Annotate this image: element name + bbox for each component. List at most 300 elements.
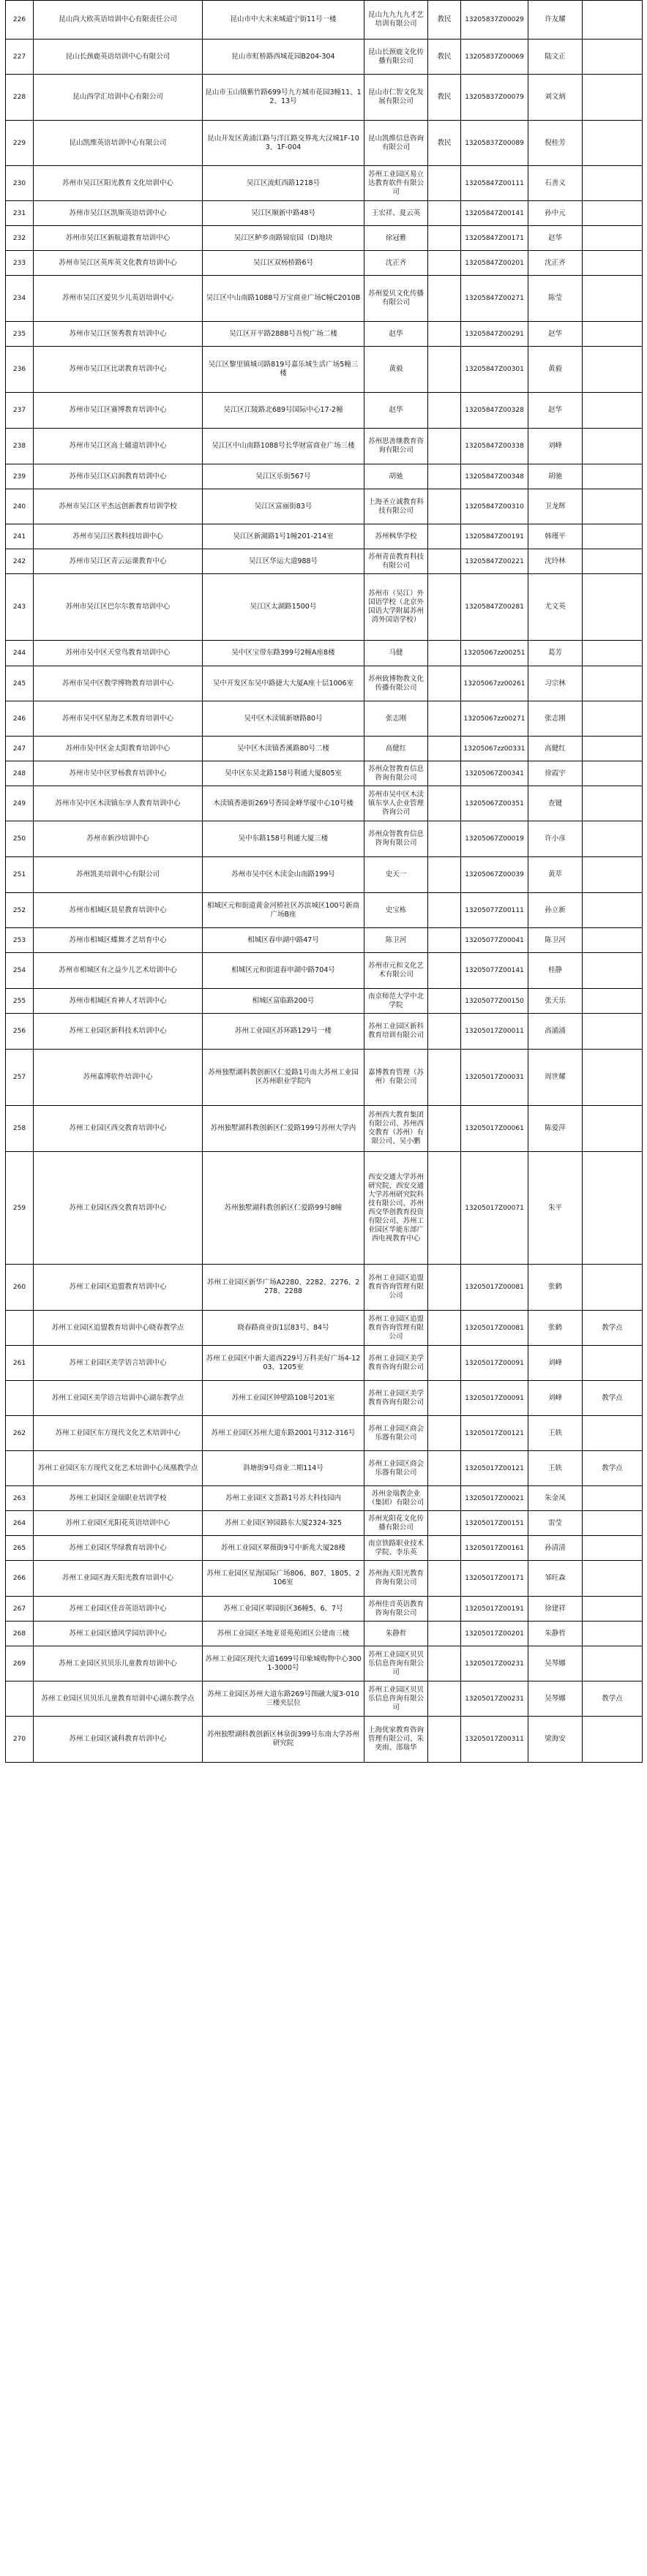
institution-address: 相城区春申湖中路47号	[203, 928, 364, 953]
table-row	[6, 1106, 643, 1152]
institution-name: 苏州工业园区德风学园培训中心	[34, 1622, 203, 1646]
table-row	[6, 276, 643, 322]
remark	[583, 641, 643, 666]
sponsor-name: 苏州工业园区美学教育咨询有限公司	[364, 1346, 428, 1381]
sponsor-name: 朱静哲	[364, 1622, 428, 1646]
institution-name: 苏州工业园区西交教育培训中心	[34, 1106, 203, 1152]
remark	[583, 226, 643, 251]
table-row	[6, 226, 643, 251]
table-row	[6, 201, 643, 226]
table-row	[6, 641, 643, 666]
license-type	[428, 1717, 461, 1763]
legal-representative: 刘峰	[528, 1346, 583, 1381]
table-row	[6, 166, 643, 201]
remark	[583, 953, 643, 989]
license-code: 13205837Z00069	[461, 39, 528, 75]
table-row	[6, 737, 643, 761]
license-type	[428, 857, 461, 893]
license-type	[428, 761, 461, 786]
license-code: 13205017Z00091	[461, 1346, 528, 1381]
institution-name: 苏州工业园区东方现代文化艺术培训中心凤凰教学点	[34, 1451, 203, 1486]
legal-representative: 刘文炳	[528, 75, 583, 121]
institution-address: 吴江区流虹西路1218号	[203, 166, 364, 201]
license-code: 13205017Z00231	[461, 1681, 528, 1717]
remark: 教学点	[583, 1451, 643, 1486]
sponsor-name: 苏州众智教育信息咨询有限公司	[364, 821, 428, 857]
row-number: 244	[6, 641, 34, 666]
license-code: 13205017Z00031	[461, 1050, 528, 1106]
legal-representative: 吴琴娜	[528, 1681, 583, 1717]
table-row	[6, 1050, 643, 1106]
institution-name: 苏州工业园区美学语言培训中心	[34, 1346, 203, 1381]
remark	[583, 1106, 643, 1152]
legal-representative: 沈正齐	[528, 251, 583, 276]
license-code: 13205067Z00341	[461, 761, 528, 786]
sponsor-name: 沈正齐	[364, 251, 428, 276]
table-row	[6, 393, 643, 429]
table-body	[6, 1, 643, 1763]
remark	[583, 75, 643, 121]
legal-representative: 倪桂芳	[528, 121, 583, 166]
table-row	[6, 1265, 643, 1311]
remark	[583, 1014, 643, 1050]
license-code: 13205847Z00310	[461, 489, 528, 524]
institution-name: 苏州工业园区新科技术培训中心	[34, 1014, 203, 1050]
legal-representative: 查键	[528, 786, 583, 821]
remark	[583, 1646, 643, 1681]
remark	[583, 393, 643, 429]
legal-representative: 葛芳	[528, 641, 583, 666]
institution-name: 苏州工业园区海天阳光教育培训中心	[34, 1561, 203, 1597]
row-number: 237	[6, 393, 34, 429]
sponsor-name: 苏州枫华学校	[364, 524, 428, 549]
row-number: 247	[6, 737, 34, 761]
institution-name: 昆山凯维英语培训中心有限公司	[34, 121, 203, 166]
table-row	[6, 524, 643, 549]
table-row	[6, 928, 643, 953]
sponsor-name: 王宏祥、夏云英	[364, 201, 428, 226]
institution-address: 苏州工业园区圣地亚哥苑苑团区公建南三楼	[203, 1622, 364, 1646]
license-code: 13205847Z00141	[461, 201, 528, 226]
remark: 教学点	[583, 1681, 643, 1717]
institution-address: 苏州工业园区钟壁路108号201室	[203, 1381, 364, 1416]
row-number: 254	[6, 953, 34, 989]
institution-address: 吴中东路158号利通大厦三楼	[203, 821, 364, 857]
row-number: 248	[6, 761, 34, 786]
sponsor-name: 苏州致博物教文化传播有限公司	[364, 666, 428, 701]
license-type	[428, 989, 461, 1014]
remark	[583, 1511, 643, 1536]
remark	[583, 666, 643, 701]
row-number: 228	[6, 75, 34, 121]
remark	[583, 1536, 643, 1561]
institution-name: 苏州市新沙培训中心	[34, 821, 203, 857]
legal-representative: 赵华	[528, 322, 583, 347]
row-number: 238	[6, 429, 34, 464]
institution-name: 苏州市相城区育神人才培训中心	[34, 989, 203, 1014]
license-type	[428, 928, 461, 953]
license-type	[428, 1486, 461, 1511]
row-number: 232	[6, 226, 34, 251]
sponsor-name: 苏州工业园区新科教育培训有限公司	[364, 1014, 428, 1050]
remark	[583, 39, 643, 75]
license-type	[428, 1311, 461, 1346]
table-row	[6, 75, 643, 121]
license-code: 13205847Z00221	[461, 549, 528, 574]
legal-representative: 张志刚	[528, 701, 583, 737]
sponsor-name: 南京铁路职业技术学院、李乐英	[364, 1536, 428, 1561]
institution-name: 苏州市吴江区凯斯英语培训中心	[34, 201, 203, 226]
license-type	[428, 322, 461, 347]
remark	[583, 166, 643, 201]
license-code: 13205017Z00231	[461, 1646, 528, 1681]
institution-name: 苏州市吴中区金太阳教育培训中心	[34, 737, 203, 761]
license-type	[428, 549, 461, 574]
row-number: 261	[6, 1346, 34, 1381]
row-number: 252	[6, 893, 34, 928]
legal-representative: 张天乐	[528, 989, 583, 1014]
legal-representative: 陆文正	[528, 39, 583, 75]
license-code: 13205847Z00271	[461, 276, 528, 322]
table-row	[6, 953, 643, 989]
legal-representative: 黄萃	[528, 857, 583, 893]
sponsor-name: 徐冠雅	[364, 226, 428, 251]
license-type	[428, 953, 461, 989]
legal-representative: 张鹤	[528, 1311, 583, 1346]
license-code: 13205067zz00331	[461, 737, 528, 761]
training-institution-table	[5, 0, 643, 1763]
license-code: 13205017Z00081	[461, 1311, 528, 1346]
table-row	[6, 821, 643, 857]
institution-name: 苏州工业园区佳音英语培训中心	[34, 1597, 203, 1622]
institution-name: 苏州工业园区追盟教育培训中心	[34, 1265, 203, 1311]
table-row	[6, 1014, 643, 1050]
row-number: 226	[6, 1, 34, 39]
institution-address: 苏州工业园区星海国际广场806、807、1805、2106室	[203, 1561, 364, 1597]
institution-name: 苏州市吴江区巴尔尔教育培训中心	[34, 574, 203, 641]
sponsor-name: 上海优家教育咨询管理有限公司、朱奕雨、邵瑞华	[364, 1717, 428, 1763]
license-code: 13205067zz00271	[461, 701, 528, 737]
sponsor-name: 苏州工业园区易立达教育软件有限公司	[364, 166, 428, 201]
license-code: 13205017Z00121	[461, 1451, 528, 1486]
sponsor-name: 马健	[364, 641, 428, 666]
license-type	[428, 1561, 461, 1597]
institution-name: 苏州市相城区有之益少儿艺术培训中心	[34, 953, 203, 989]
row-number: 250	[6, 821, 34, 857]
sponsor-name: 张志刚	[364, 701, 428, 737]
row-number: 242	[6, 549, 34, 574]
table-row	[6, 1646, 643, 1681]
institution-address: 木渎镇香港街269号香园金峰华厦中心10号楼	[203, 786, 364, 821]
license-type	[428, 347, 461, 393]
institution-address: 晓春路商业街1层83号、84号	[203, 1311, 364, 1346]
license-type	[428, 737, 461, 761]
institution-name: 苏州市吴中区木渎镇东享人教育培训中心	[34, 786, 203, 821]
row-number: 255	[6, 989, 34, 1014]
sponsor-name: 陈卫河	[364, 928, 428, 953]
legal-representative: 尤文英	[528, 574, 583, 641]
institution-name: 苏州市相城区蝶舞才艺培育中心	[34, 928, 203, 953]
license-type	[428, 251, 461, 276]
table-row	[6, 1622, 643, 1646]
legal-representative: 徐霞宇	[528, 761, 583, 786]
institution-name: 苏州工业园区光阳花英语培训中心	[34, 1511, 203, 1536]
row-number: 260	[6, 1265, 34, 1311]
license-type	[428, 1622, 461, 1646]
remark: 教学点	[583, 1381, 643, 1416]
institution-address: 苏州独墅湖科教创新区仁爱路1号南大苏州工业园区苏州职业学院内	[203, 1050, 364, 1106]
row-number: 236	[6, 347, 34, 393]
remark	[583, 1346, 643, 1381]
row-number: 231	[6, 201, 34, 226]
license-code: 13205017Z00171	[461, 1561, 528, 1597]
table-row	[6, 857, 643, 893]
institution-address: 吴中区东吴北路158号利通大厦805室	[203, 761, 364, 786]
institution-address: 吴中开发区东吴中路捷大大厦A座十层1006室	[203, 666, 364, 701]
legal-representative: 王轶	[528, 1451, 583, 1486]
institution-address: 苏州独墅湖科教创新区林泉街399号东南大学苏州研究院	[203, 1717, 364, 1763]
table-row	[6, 1681, 643, 1717]
sponsor-name: 南京师范大学中北学院	[364, 989, 428, 1014]
legal-representative: 卫龙辉	[528, 489, 583, 524]
sponsor-name: 黄毅	[364, 347, 428, 393]
institution-address: 苏州工业园区新华广场A2280、2282、2276、2278、2288	[203, 1265, 364, 1311]
institution-address: 吴江区黎里镇城司路819号嘉乐城生活广场5幢三楼	[203, 347, 364, 393]
remark	[583, 857, 643, 893]
legal-representative: 许友耀	[528, 1, 583, 39]
institution-address: 苏州市吴中区木渎金山南路199号	[203, 857, 364, 893]
row-number: 270	[6, 1717, 34, 1763]
legal-representative: 许小彦	[528, 821, 583, 857]
remark	[583, 1561, 643, 1597]
row-number	[6, 1311, 34, 1346]
remark	[583, 429, 643, 464]
license-code: 13205847Z00281	[461, 574, 528, 641]
table-row	[6, 121, 643, 166]
remark	[583, 574, 643, 641]
sponsor-name: 苏州市（吴江）外国语学校（北京外国语大学附属苏州湾外国语学校）	[364, 574, 428, 641]
row-number: 269	[6, 1646, 34, 1681]
row-number: 265	[6, 1536, 34, 1561]
institution-name: 苏州工业园区贝贝乐儿童教育培训中心	[34, 1646, 203, 1681]
institution-name: 苏州市吴中区罗杨教育培训中心	[34, 761, 203, 786]
license-code: 13205017Z00201	[461, 1622, 528, 1646]
institution-address: 吴江区太湖路1500号	[203, 574, 364, 641]
license-type	[428, 1014, 461, 1050]
table-row	[6, 1, 643, 39]
license-type	[428, 666, 461, 701]
institution-address: 相城区元和街道黄金河桥社区苏滨城区100号新商广场B座	[203, 893, 364, 928]
sponsor-name: 苏州工业园区美学教育咨询有限公司	[364, 1381, 428, 1416]
institution-name: 苏州市吴江区爱贝少儿英语培训中心	[34, 276, 203, 322]
license-code: 13205847Z00291	[461, 322, 528, 347]
row-number: 233	[6, 251, 34, 276]
license-type: 教民	[428, 75, 461, 121]
license-code: 13205017Z00011	[461, 1014, 528, 1050]
sponsor-name: 上海圣立诚教育科技有限公司	[364, 489, 428, 524]
license-type	[428, 393, 461, 429]
legal-representative: 王轶	[528, 1416, 583, 1451]
row-number: 229	[6, 121, 34, 166]
sponsor-name: 苏州金瑞教企业（集团）有限公司	[364, 1486, 428, 1511]
sponsor-name: 嘉博教育管理（苏州）有限公司	[364, 1050, 428, 1106]
license-code: 13205067zz00251	[461, 641, 528, 666]
institution-address: 苏州工业园区钟园路东大厦2324-325	[203, 1511, 364, 1536]
row-number: 249	[6, 786, 34, 821]
license-code: 13205077Z00111	[461, 893, 528, 928]
institution-name: 苏州工业园区贝贝乐儿童教育培训中心湖东教学点	[34, 1681, 203, 1717]
sponsor-name: 苏州海天阳光教育咨询有限公司	[364, 1561, 428, 1597]
sponsor-name: 苏州西大教育集团有限公司、苏州西交教育（苏州）有限公司、吴小鹏	[364, 1106, 428, 1152]
remark	[583, 1265, 643, 1311]
row-number: 263	[6, 1486, 34, 1511]
license-type: 教民	[428, 121, 461, 166]
row-number: 259	[6, 1152, 34, 1265]
table-row	[6, 989, 643, 1014]
institution-name: 苏州市吴中区星海艺术教育培训中心	[34, 701, 203, 737]
institution-address: 苏州工业园区苏环路129号一楼	[203, 1014, 364, 1050]
table-row	[6, 322, 643, 347]
license-code: 13205837Z00089	[461, 121, 528, 166]
institution-address: 苏州独墅湖科教创新区仁爱路199号苏州大学内	[203, 1106, 364, 1152]
sponsor-name: 苏州工业园区贝贝乐信息咨询有限公司	[364, 1681, 428, 1717]
legal-representative: 赵华	[528, 226, 583, 251]
sponsor-name: 史天一	[364, 857, 428, 893]
row-number	[6, 1451, 34, 1486]
remark	[583, 1622, 643, 1646]
license-type	[428, 1152, 461, 1265]
legal-representative: 桂静	[528, 953, 583, 989]
sponsor-name: 昆山市仁智文化发展有限公司	[364, 75, 428, 121]
license-code: 13205847Z00328	[461, 393, 528, 429]
institution-address: 昆山市玉山镇紫竹路699号九方城市花园3幢11、12、13号	[203, 75, 364, 121]
institution-name: 昆山西学汇培训中心有限公司	[34, 75, 203, 121]
legal-representative: 朱静哲	[528, 1622, 583, 1646]
institution-address: 苏州工业园区中新大道西229号万科美好广场4-1203、1205室	[203, 1346, 364, 1381]
table-row	[6, 251, 643, 276]
remark	[583, 524, 643, 549]
institution-address: 苏州工业园区苏州大道东路2001号312-316号	[203, 1416, 364, 1451]
institution-address: 吴江区乐街567号	[203, 464, 364, 489]
institution-name: 苏州工业园区诚科教育培训中心	[34, 1717, 203, 1763]
license-code: 13205847Z00191	[461, 524, 528, 549]
institution-address: 相城区元和街道春申湖中路704号	[203, 953, 364, 989]
legal-representative: 刘峰	[528, 1381, 583, 1416]
legal-representative: 习宗林	[528, 666, 583, 701]
license-code: 13205017Z00151	[461, 1511, 528, 1536]
institution-address: 吴江区华运大道988号	[203, 549, 364, 574]
legal-representative: 梁海安	[528, 1717, 583, 1763]
institution-address: 吴江区中山南路1088号长华财富商业广场三楼	[203, 429, 364, 464]
institution-address: 吴江区双杨桥路6号	[203, 251, 364, 276]
table-row	[6, 549, 643, 574]
license-type	[428, 201, 461, 226]
license-code: 13205847Z00201	[461, 251, 528, 276]
remark	[583, 989, 643, 1014]
legal-representative: 孙清清	[528, 1536, 583, 1561]
license-type	[428, 786, 461, 821]
institution-address: 吴中区宝带东路399号2幢A座8楼	[203, 641, 364, 666]
row-number: 241	[6, 524, 34, 549]
legal-representative: 黄毅	[528, 347, 583, 393]
table-row	[6, 429, 643, 464]
remark	[583, 549, 643, 574]
license-type	[428, 429, 461, 464]
legal-representative: 张鹤	[528, 1265, 583, 1311]
license-code: 13205847Z00171	[461, 226, 528, 251]
remark	[583, 1717, 643, 1763]
license-code: 13205847Z00348	[461, 464, 528, 489]
institution-address: 吴中区木渎镇香溪路80号二楼	[203, 737, 364, 761]
license-type	[428, 1381, 461, 1416]
remark	[583, 928, 643, 953]
license-code: 13205017Z00121	[461, 1416, 528, 1451]
license-code: 13205017Z00061	[461, 1106, 528, 1152]
remark	[583, 464, 643, 489]
institution-address: 昆山市中大未来城道宁街11号一楼	[203, 1, 364, 39]
table-row	[6, 1486, 643, 1511]
remark	[583, 489, 643, 524]
remark	[583, 1486, 643, 1511]
institution-address: 昆山开发区黄浦江路与洋江路交界兆大汉城1F-103、1F-004	[203, 121, 364, 166]
table-row	[6, 464, 643, 489]
legal-representative: 徐建祥	[528, 1597, 583, 1622]
license-type	[428, 1416, 461, 1451]
license-type	[428, 524, 461, 549]
legal-representative: 朱金凤	[528, 1486, 583, 1511]
table-row	[6, 1381, 643, 1416]
institution-address: 吴江区富丽街83号	[203, 489, 364, 524]
remark	[583, 1416, 643, 1451]
license-code: 13205017Z00191	[461, 1597, 528, 1622]
license-type	[428, 226, 461, 251]
sponsor-name: 苏州青苗教育科技有限公司	[364, 549, 428, 574]
license-code: 13205847Z00111	[461, 166, 528, 201]
legal-representative: 韩瑾平	[528, 524, 583, 549]
institution-address: 吴江区顺新中路48号	[203, 201, 364, 226]
table-row	[6, 39, 643, 75]
license-code: 13205067Z00039	[461, 857, 528, 893]
institution-name: 苏州工业园区美学语言培训中心湖东教学点	[34, 1381, 203, 1416]
institution-address: 吴江区开平路2888号吾悦广场二楼	[203, 322, 364, 347]
institution-name: 苏州嘉博软件培训中心	[34, 1050, 203, 1106]
institution-name: 苏州市吴江区赛博教育培训中心	[34, 393, 203, 429]
license-code: 13205837Z00079	[461, 75, 528, 121]
license-type	[428, 701, 461, 737]
license-type	[428, 1646, 461, 1681]
remark	[583, 821, 643, 857]
table-row	[6, 1152, 643, 1265]
remark	[583, 1, 643, 39]
institution-name: 苏州凯美培训中心有限公司	[34, 857, 203, 893]
institution-name: 苏州市吴江区教科技培训中心	[34, 524, 203, 549]
sponsor-name: 胡驰	[364, 464, 428, 489]
institution-address: 吴江区江陵路北689号国际中心17-2幢	[203, 393, 364, 429]
institution-name: 苏州市吴江区高士辅道培训中心	[34, 429, 203, 464]
institution-address: 苏州工业园区现代大道1699号印象城购物中心3001-3000号	[203, 1646, 364, 1681]
license-code: 13205017Z00161	[461, 1536, 528, 1561]
remark: 教学点	[583, 1311, 643, 1346]
row-number: 268	[6, 1622, 34, 1646]
sponsor-name: 苏州工业园区追盟教育咨询管理有限公司	[364, 1265, 428, 1311]
institution-name: 苏州市相城区晨星教育培训中心	[34, 893, 203, 928]
institution-address: 斜塘街9号商业二期114号	[203, 1451, 364, 1486]
license-code: 13205067zz00261	[461, 666, 528, 701]
remark	[583, 322, 643, 347]
license-type	[428, 1265, 461, 1311]
license-type	[428, 821, 461, 857]
legal-representative: 陈爱萍	[528, 1106, 583, 1152]
